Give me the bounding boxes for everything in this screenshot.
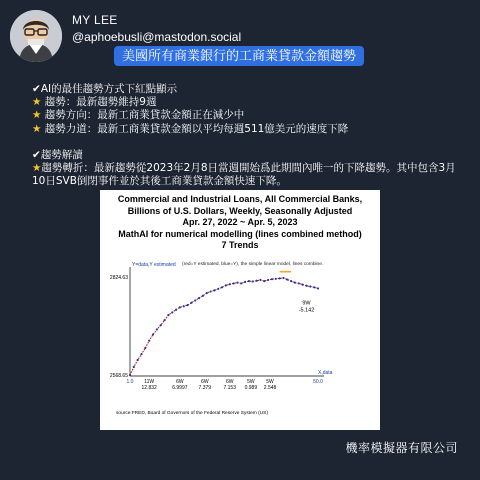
data-point xyxy=(156,328,158,330)
data-point xyxy=(298,282,300,284)
data-point xyxy=(259,279,261,281)
data-point xyxy=(183,305,185,307)
y-tick-label: 2824.63 xyxy=(109,275,128,281)
line-chart xyxy=(100,190,380,430)
segment-slope-label: 12.832 xyxy=(141,385,157,391)
data-point xyxy=(290,280,292,282)
data-point xyxy=(236,282,238,284)
avatar-cartoon-icon xyxy=(10,10,62,62)
data-point xyxy=(263,280,265,282)
list-item: ★ 趨勢方向：最新工商業貸款金額正在減少中 xyxy=(32,109,245,122)
segment-weeks-label: 6W xyxy=(226,379,234,385)
data-point xyxy=(206,292,208,294)
last-segment-weeks: 9W xyxy=(302,300,311,307)
data-point xyxy=(137,359,139,361)
data-point xyxy=(152,333,154,335)
data-point xyxy=(167,314,169,316)
data-point xyxy=(209,290,211,292)
segment-slope-label: 6.9997 xyxy=(172,385,188,391)
chart-title-line: Billions of U.S. Dollars, Weekly, Seasonally Adjusted xyxy=(127,205,353,216)
chart-title-line: 7 Trends xyxy=(221,240,259,250)
data-point xyxy=(133,366,135,368)
segment-weeks-label: 6W xyxy=(201,379,209,385)
section1-heading: ✔AI的最佳趨勢方式下紅點顯示 xyxy=(32,83,178,95)
avatar[interactable] xyxy=(10,10,62,62)
star-icon: ★ xyxy=(32,122,42,135)
data-point xyxy=(305,285,307,287)
data-point xyxy=(194,299,196,301)
segment-weeks-label: 5W xyxy=(266,379,274,385)
data-point xyxy=(279,277,281,279)
data-point xyxy=(160,324,162,326)
estimated-line xyxy=(130,278,318,375)
chart-source: source:FRED, Board of Governors of the Federal Reserve System (US) xyxy=(116,411,268,416)
data-point xyxy=(244,281,246,283)
star-icon: ★ xyxy=(32,96,42,109)
section2-text: ★趨勢轉折：最新趨勢從2023年2月8日當週開始爲此期間內唯一的下降趨勢。其中包含3月10日SVB倒閉事件並於其後工商業貸款金額快速下降。 xyxy=(32,162,456,188)
user-handle[interactable]: @aphoebusli@mastodon.social xyxy=(72,30,242,44)
footer-brand: 機率模擬器有限公司 xyxy=(345,441,458,455)
data-point xyxy=(171,311,173,313)
x-axis-label: X,data xyxy=(318,370,333,376)
segment-slope-label: 0.989 xyxy=(244,385,258,391)
data-point xyxy=(248,280,250,282)
data-point xyxy=(317,287,319,289)
data-point xyxy=(302,283,304,285)
data-point xyxy=(186,304,188,306)
data-point xyxy=(275,278,277,280)
data-point xyxy=(213,289,215,291)
last-segment-slope: -5.142 xyxy=(298,307,315,314)
data-point xyxy=(198,297,200,299)
post-title: 美國所有商業銀行的工商業貸款金額趨勢 xyxy=(114,46,364,66)
data-point xyxy=(256,280,258,282)
data-point xyxy=(217,288,219,290)
list-item: ★ 趨勢：最新趨勢維持9週 xyxy=(32,96,157,109)
segment-weeks-label: 6W xyxy=(176,379,184,385)
data-point xyxy=(129,374,131,376)
data-point xyxy=(144,347,146,349)
y-tick-label: 2568.65 xyxy=(109,373,128,379)
data-point xyxy=(179,306,181,308)
x-tick-label: 50.0 xyxy=(313,379,323,385)
data-point xyxy=(163,319,165,321)
section2-heading: ✔趨勢解讀 xyxy=(32,148,83,161)
segment-slope-label: 7.379 xyxy=(198,385,212,391)
data-point xyxy=(313,286,315,288)
data-point xyxy=(202,295,204,297)
chart-image[interactable] xyxy=(100,190,380,430)
x-tick-label: 1.0 xyxy=(126,379,134,385)
data-point xyxy=(309,285,311,287)
data-point xyxy=(240,282,242,284)
data-point xyxy=(229,283,231,285)
data-point xyxy=(286,278,288,280)
data-point xyxy=(190,302,192,304)
segment-weeks-label: 11W xyxy=(144,379,155,385)
y-axis-label: Y=data,Y estimated xyxy=(132,262,176,268)
list-item: ★ 趨勢力道：最新工商業貸款金額以平均每週511億美元的速度下降 xyxy=(32,122,349,135)
data-point xyxy=(225,284,227,286)
legend-note: (red=Y estimated, blue=Y), the simple linear model, lines combine. xyxy=(182,262,324,267)
chart-title-line: Commercial and Industrial Loans, All Commercial Banks, xyxy=(117,194,363,204)
data-point xyxy=(252,280,254,282)
data-point xyxy=(221,286,223,288)
segment-weeks-label: 5W xyxy=(247,379,255,385)
segment-slope-label: 2.548 xyxy=(263,385,277,391)
star-icon: ★ xyxy=(32,162,42,175)
data-point xyxy=(271,278,273,280)
check-icon: ✔ xyxy=(32,83,41,95)
data-point xyxy=(282,277,284,279)
data-point xyxy=(267,279,269,281)
data-point xyxy=(175,309,177,311)
segment-slope-label: 7.153 xyxy=(223,385,237,391)
chart-title-line: MathAI for numerical modelling (lines combined method) xyxy=(118,228,362,239)
check-icon: ✔ xyxy=(32,148,41,161)
chart-title-line: Apr. 27, 2022 ~ Apr. 5, 2023 xyxy=(182,217,298,227)
data-point xyxy=(148,340,150,342)
star-icon: ★ xyxy=(32,109,42,122)
data-point xyxy=(294,282,296,284)
data-point xyxy=(140,353,142,355)
data-point xyxy=(232,282,234,284)
post-body xyxy=(32,83,468,188)
user-name[interactable]: MY LEE xyxy=(72,13,118,27)
